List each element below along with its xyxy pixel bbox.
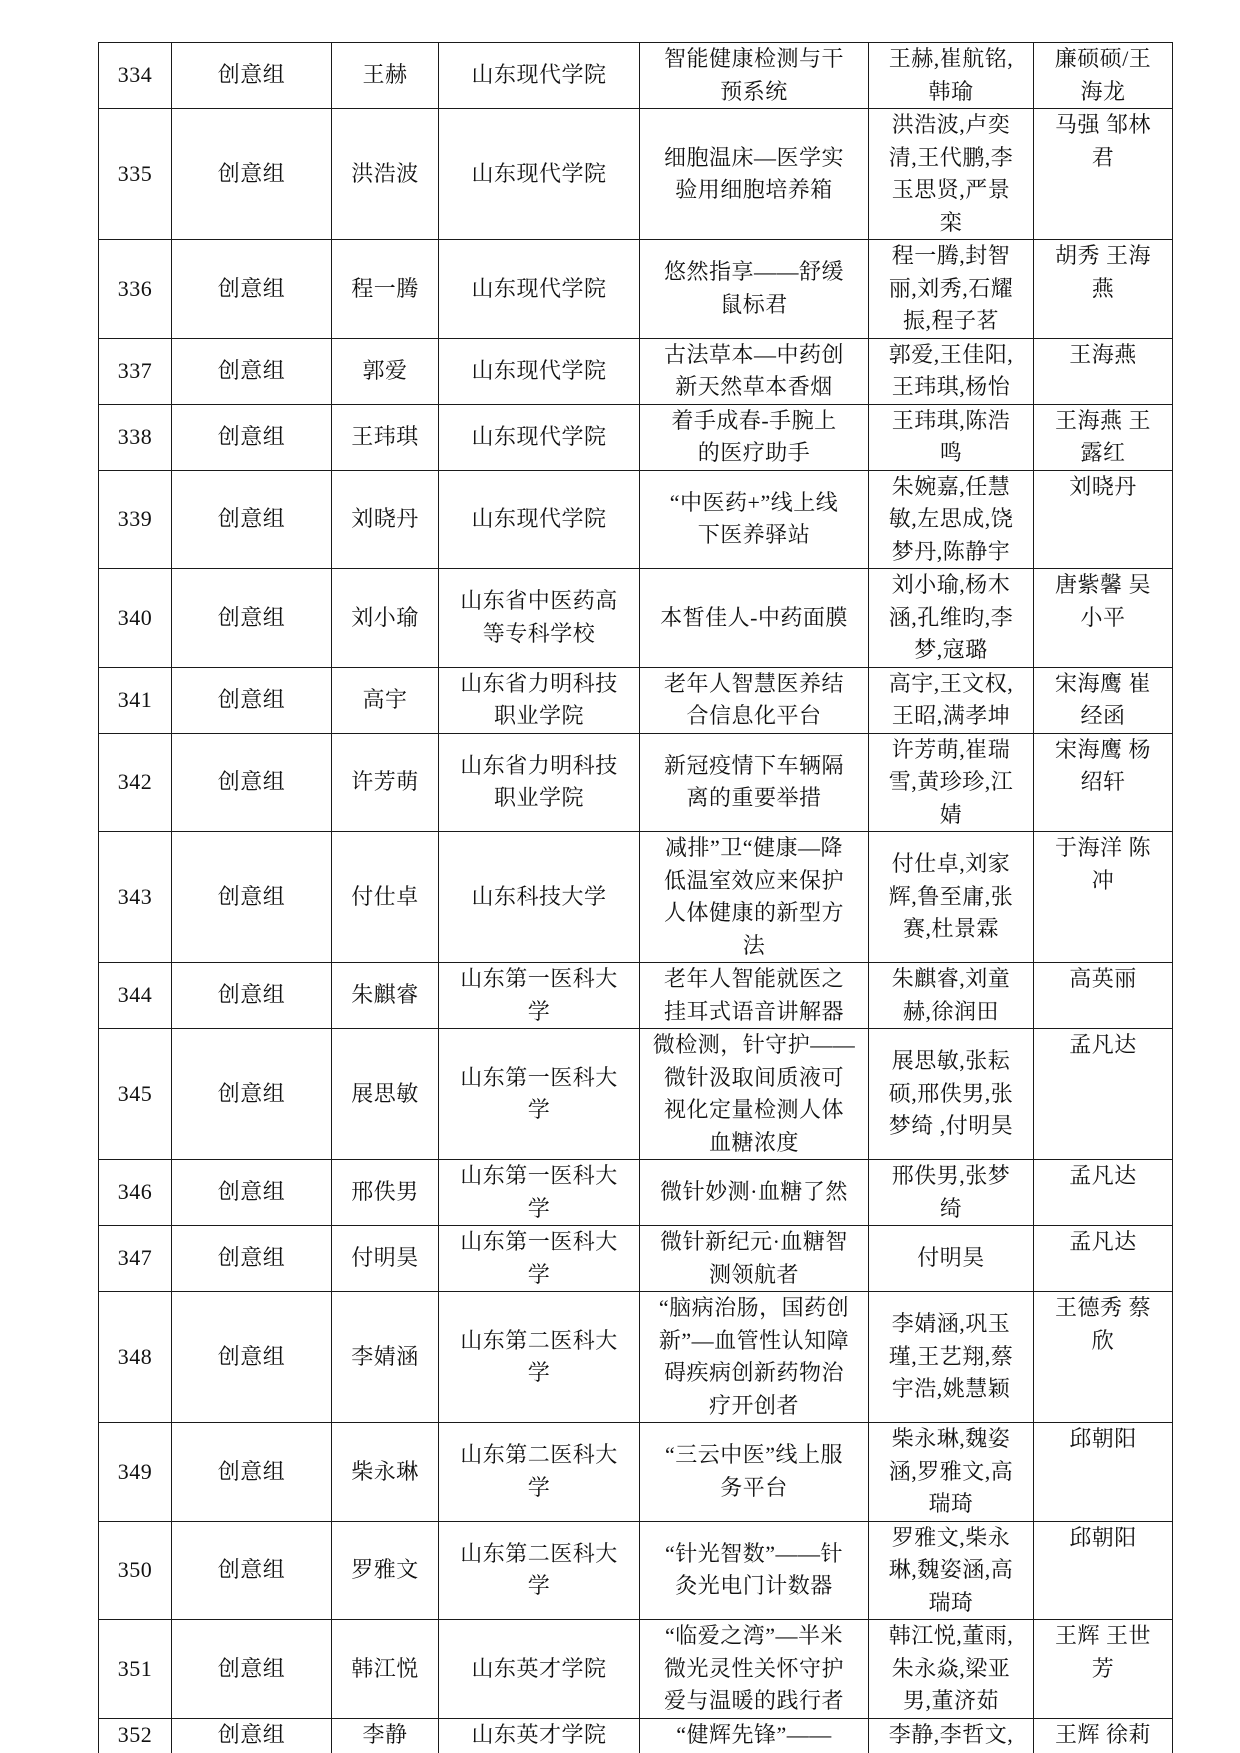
cell-members: 李静,李哲文, <box>869 1718 1034 1753</box>
cell-leader: 李静 <box>332 1718 439 1753</box>
cell-project: 新冠疫情下车辆隔 离的重要举措 <box>640 733 869 832</box>
cell-members: 高宇,王文权, 王昭,满孝坤 <box>869 667 1034 733</box>
cell-school: 山东第二医科大 学 <box>439 1521 640 1620</box>
cell-leader: 柴永琳 <box>332 1423 439 1522</box>
cell-leader: 朱麒睿 <box>332 963 439 1029</box>
cell-advisor: 马强 邹林 君 <box>1034 109 1173 240</box>
cell-school: 山东第一医科大 学 <box>439 963 640 1029</box>
table-row <box>99 470 1173 569</box>
cell-members: 韩江悦,董雨, 朱永焱,梁亚 男,董济茹 <box>869 1620 1034 1719</box>
cell-project: “中医药+”线上线 下医养驿站 <box>640 470 869 569</box>
cell-group: 创意组 <box>172 43 332 109</box>
cell-group: 创意组 <box>172 667 332 733</box>
cell-school: 山东第一医科大 学 <box>439 1226 640 1292</box>
table-row <box>99 1160 1173 1226</box>
cell-advisor: 廉硕硕/王 海龙 <box>1034 43 1173 109</box>
table-row <box>99 1718 1173 1753</box>
cell-number: 348 <box>99 1292 172 1423</box>
cell-number: 351 <box>99 1620 172 1719</box>
table-row <box>99 963 1173 1029</box>
cell-group: 创意组 <box>172 1521 332 1620</box>
cell-project: 古法草本—中药创 新天然草本香烟 <box>640 338 869 404</box>
cell-group: 创意组 <box>172 470 332 569</box>
cell-members: 李婧涵,巩玉 瑾,王艺翔,蔡 宇浩,姚慧颖 <box>869 1292 1034 1423</box>
cell-members: 洪浩波,卢奕 清,王代鹏,李 玉思贤,严景 栾 <box>869 109 1034 240</box>
cell-number: 335 <box>99 109 172 240</box>
cell-leader: 刘晓丹 <box>332 470 439 569</box>
cell-group: 创意组 <box>172 338 332 404</box>
table-row <box>99 109 1173 240</box>
cell-advisor: 宋海鹰 崔 经函 <box>1034 667 1173 733</box>
cell-advisor: 宋海鹰 杨 绍轩 <box>1034 733 1173 832</box>
cell-project: 微针妙测·血糖了然 <box>640 1160 869 1226</box>
cell-group: 创意组 <box>172 1226 332 1292</box>
cell-leader: 王赫 <box>332 43 439 109</box>
cell-number: 334 <box>99 43 172 109</box>
cell-advisor: 王辉 徐莉 <box>1034 1718 1173 1753</box>
cell-school: 山东现代学院 <box>439 470 640 569</box>
cell-group: 创意组 <box>172 1292 332 1423</box>
cell-leader: 展思敏 <box>332 1029 439 1160</box>
cell-leader: 罗雅文 <box>332 1521 439 1620</box>
cell-number: 352 <box>99 1718 172 1753</box>
cell-school: 山东现代学院 <box>439 404 640 470</box>
cell-project: “临爱之湾”—半米 微光灵性关怀守护 爱与温暖的践行者 <box>640 1620 869 1719</box>
cell-group: 创意组 <box>172 404 332 470</box>
cell-advisor: 唐紫馨 吴 小平 <box>1034 569 1173 668</box>
cell-project: 老年人智慧医养结 合信息化平台 <box>640 667 869 733</box>
cell-number: 338 <box>99 404 172 470</box>
cell-group: 创意组 <box>172 240 332 339</box>
cell-group: 创意组 <box>172 1423 332 1522</box>
cell-project: 老年人智能就医之 挂耳式语音讲解器 <box>640 963 869 1029</box>
cell-number: 350 <box>99 1521 172 1620</box>
cell-advisor: 刘晓丹 <box>1034 470 1173 569</box>
cell-school: 山东省力明科技 职业学院 <box>439 667 640 733</box>
cell-number: 341 <box>99 667 172 733</box>
cell-project: “脑病治肠，国药创 新”—血管性认知障 碍疾病创新药物治 疗开创者 <box>640 1292 869 1423</box>
cell-project: 微检测，针守护—— 微针汲取间质液可 视化定量检测人体 血糖浓度 <box>640 1029 869 1160</box>
cell-number: 345 <box>99 1029 172 1160</box>
cell-leader: 王玮琪 <box>332 404 439 470</box>
cell-leader: 韩江悦 <box>332 1620 439 1719</box>
cell-project: 着手成春-手腕上 的医疗助手 <box>640 404 869 470</box>
cell-group: 创意组 <box>172 1029 332 1160</box>
cell-advisor: 王海燕 <box>1034 338 1173 404</box>
cell-advisor: 王辉 王世 芳 <box>1034 1620 1173 1719</box>
cell-school: 山东现代学院 <box>439 109 640 240</box>
cell-members: 邢佚男,张梦 绮 <box>869 1160 1034 1226</box>
cell-advisor: 孟凡达 <box>1034 1029 1173 1160</box>
cell-leader: 高宇 <box>332 667 439 733</box>
cell-members: 王玮琪,陈浩 鸣 <box>869 404 1034 470</box>
cell-leader: 洪浩波 <box>332 109 439 240</box>
cell-leader: 郭爱 <box>332 338 439 404</box>
cell-number: 344 <box>99 963 172 1029</box>
table-row <box>99 1521 1173 1620</box>
cell-members: 许芳萌,崔瑞 雪,黄珍珍,江 婧 <box>869 733 1034 832</box>
cell-members: 刘小瑜,杨木 涵,孔维昀,李 梦,寇璐 <box>869 569 1034 668</box>
cell-number: 347 <box>99 1226 172 1292</box>
cell-leader: 付明昊 <box>332 1226 439 1292</box>
cell-school: 山东第一医科大 学 <box>439 1029 640 1160</box>
cell-number: 339 <box>99 470 172 569</box>
cell-leader: 刘小瑜 <box>332 569 439 668</box>
cell-number: 336 <box>99 240 172 339</box>
cell-school: 山东第二医科大 学 <box>439 1292 640 1423</box>
table-row <box>99 1029 1173 1160</box>
cell-school: 山东现代学院 <box>439 338 640 404</box>
cell-group: 创意组 <box>172 1620 332 1719</box>
cell-school: 山东省力明科技 职业学院 <box>439 733 640 832</box>
table-row <box>99 569 1173 668</box>
cell-number: 342 <box>99 733 172 832</box>
cell-project: “三云中医”线上服 务平台 <box>640 1423 869 1522</box>
cell-group: 创意组 <box>172 733 332 832</box>
cell-school: 山东科技大学 <box>439 832 640 963</box>
table-row <box>99 1620 1173 1719</box>
cell-members: 郭爱,王佳阳, 王玮琪,杨怡 <box>869 338 1034 404</box>
table-row <box>99 1423 1173 1522</box>
cell-members: 王赫,崔航铭, 韩瑜 <box>869 43 1034 109</box>
cell-school: 山东第一医科大 学 <box>439 1160 640 1226</box>
cell-members: 付仕卓,刘家 辉,鲁至庸,张 赛,杜景霖 <box>869 832 1034 963</box>
cell-project: 本皙佳人-中药面膜 <box>640 569 869 668</box>
cell-leader: 付仕卓 <box>332 832 439 963</box>
cell-members: 程一腾,封智 丽,刘秀,石耀 振,程子茗 <box>869 240 1034 339</box>
cell-members: 朱婉嘉,任慧 敏,左思成,饶 梦丹,陈静宇 <box>869 470 1034 569</box>
table-row <box>99 404 1173 470</box>
cell-advisor: 邱朝阳 <box>1034 1423 1173 1522</box>
table-row <box>99 43 1173 109</box>
cell-number: 349 <box>99 1423 172 1522</box>
cell-leader: 邢佚男 <box>332 1160 439 1226</box>
cell-group: 创意组 <box>172 569 332 668</box>
cell-project: “针光智数”——针 灸光电门计数器 <box>640 1521 869 1620</box>
cell-project: 细胞温床—医学实 验用细胞培养箱 <box>640 109 869 240</box>
cell-advisor: 于海洋 陈 冲 <box>1034 832 1173 963</box>
cell-school: 山东现代学院 <box>439 43 640 109</box>
cell-members: 罗雅文,柴永 琳,魏姿涵,高 瑞琦 <box>869 1521 1034 1620</box>
cell-school: 山东现代学院 <box>439 240 640 339</box>
cell-advisor: 王海燕 王 露红 <box>1034 404 1173 470</box>
table-row <box>99 832 1173 963</box>
cell-advisor: 高英丽 <box>1034 963 1173 1029</box>
cell-project: “健辉先锋”—— <box>640 1718 869 1753</box>
cell-project: 智能健康检测与干 预系统 <box>640 43 869 109</box>
cell-members: 朱麒睿,刘童 赫,徐润田 <box>869 963 1034 1029</box>
cell-leader: 李婧涵 <box>332 1292 439 1423</box>
cell-school: 山东第二医科大 学 <box>439 1423 640 1522</box>
cell-advisor: 邱朝阳 <box>1034 1521 1173 1620</box>
cell-project: 悠然指享——舒缓 鼠标君 <box>640 240 869 339</box>
cell-number: 337 <box>99 338 172 404</box>
cell-school: 山东省中医药高 等专科学校 <box>439 569 640 668</box>
cell-number: 340 <box>99 569 172 668</box>
cell-project: 减排”卫“健康—降 低温室效应来保护 人体健康的新型方 法 <box>640 832 869 963</box>
cell-number: 343 <box>99 832 172 963</box>
table-row <box>99 338 1173 404</box>
table-row <box>99 240 1173 339</box>
cell-number: 346 <box>99 1160 172 1226</box>
table-row <box>99 667 1173 733</box>
cell-advisor: 孟凡达 <box>1034 1226 1173 1292</box>
award-table <box>98 42 1173 1753</box>
cell-project: 微针新纪元·血糖智 测领航者 <box>640 1226 869 1292</box>
cell-members: 展思敏,张耘 硕,邢佚男,张 梦绮 ,付明昊 <box>869 1029 1034 1160</box>
cell-leader: 许芳萌 <box>332 733 439 832</box>
cell-advisor: 胡秀 王海 燕 <box>1034 240 1173 339</box>
cell-school: 山东英才学院 <box>439 1718 640 1753</box>
cell-group: 创意组 <box>172 1160 332 1226</box>
cell-group: 创意组 <box>172 109 332 240</box>
cell-school: 山东英才学院 <box>439 1620 640 1719</box>
cell-leader: 程一腾 <box>332 240 439 339</box>
table-row <box>99 1226 1173 1292</box>
table-row <box>99 1292 1173 1423</box>
table-row <box>99 733 1173 832</box>
cell-advisor: 孟凡达 <box>1034 1160 1173 1226</box>
cell-group: 创意组 <box>172 1718 332 1753</box>
cell-group: 创意组 <box>172 832 332 963</box>
cell-members: 柴永琳,魏姿 涵,罗雅文,高 瑞琦 <box>869 1423 1034 1522</box>
cell-members: 付明昊 <box>869 1226 1034 1292</box>
cell-group: 创意组 <box>172 963 332 1029</box>
cell-advisor: 王德秀 蔡 欣 <box>1034 1292 1173 1423</box>
